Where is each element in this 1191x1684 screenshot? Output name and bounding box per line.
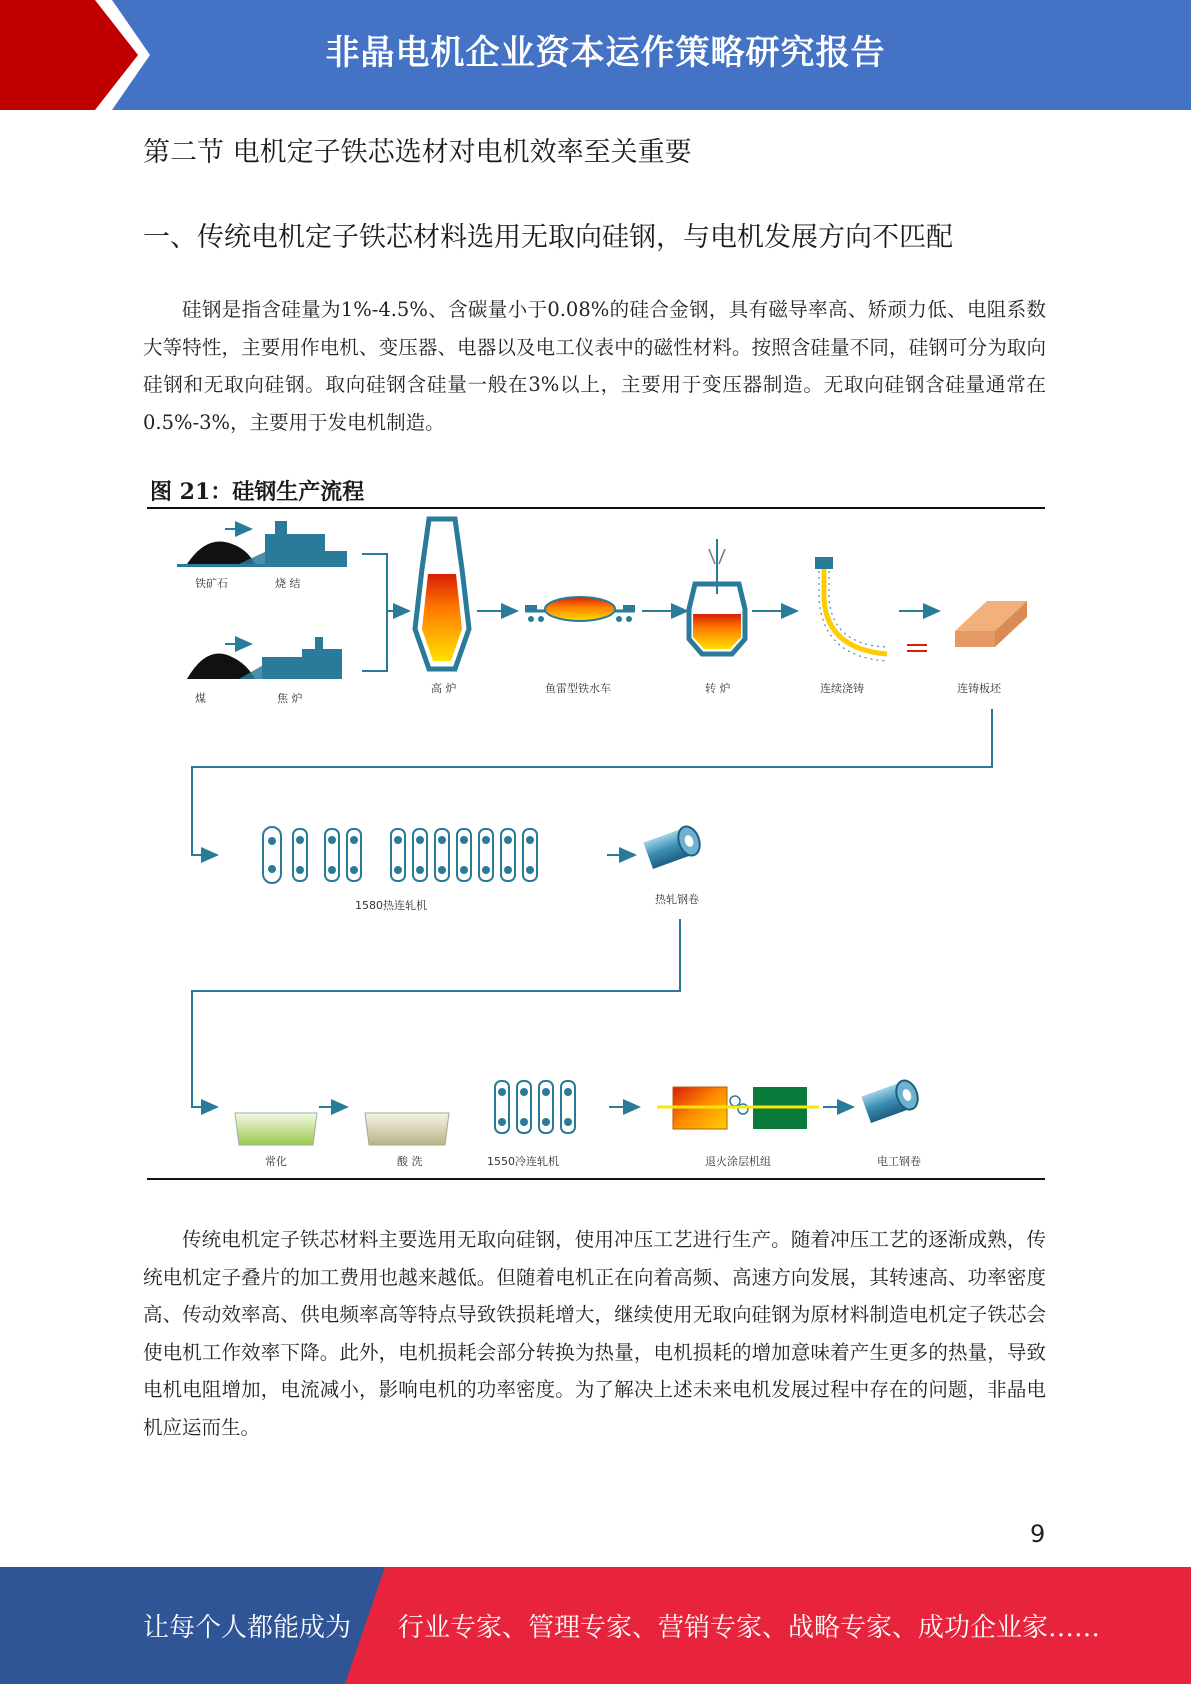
- figure-caption: 图 21：硅钢生产流程: [150, 479, 365, 505]
- label-electrical-coil: 电工钢卷: [877, 1155, 921, 1168]
- page-number: 9: [1030, 1520, 1046, 1548]
- coal-coke-group: [187, 637, 342, 705]
- cast-slab-icon: [955, 601, 1027, 695]
- hot-coil-icon: [643, 823, 703, 906]
- label-hot-coil: 热轧钢卷: [655, 893, 699, 906]
- label-cold-mill: 1550冷连轧机: [487, 1155, 559, 1168]
- label-blast-furnace: 高 炉: [431, 682, 457, 695]
- subsection-title: 一、传统电机定子铁芯材料选用无取向硅钢，与电机发展方向不匹配: [143, 222, 953, 253]
- footer-slogan-left: 让每个人都能成为: [143, 1613, 352, 1643]
- silicon-steel-process-diagram: [147, 509, 1045, 1178]
- iron-ore-sinter-group: [177, 521, 347, 590]
- report-title: 非晶电机企业资本运作策略研究报告: [325, 33, 886, 73]
- electrical-steel-coil-icon: [861, 1077, 921, 1168]
- paragraph-traditional-stator: 传统电机定子铁芯材料主要选用无取向硅钢，使用冲压工艺进行生产。随着冲压工艺的逐渐成熟，传统电机定子叠片的加工费用也越来越低。但随着电机正在向着高频、高速方向发展，其转速高、功率密度高、传动效率高、供电频率高等特点导致铁损耗增大，继续使用无取向硅钢为原材料制造电机定子铁芯会使电机工作效率下降。此外，电机损耗会部分转换为热量，电机损耗的增加意味着产生更多的热量，导致电机电阻增加，电流减小，影响电机的功率密度。为了解决上述未来电机发展过程中存在的问题，非晶电机应运而生。: [143, 1228, 1046, 1439]
- hot-strip-mill-icon: [227, 827, 590, 912]
- continuous-casting-icon: [815, 557, 927, 695]
- label-normalizing: 常化: [265, 1155, 287, 1168]
- label-torpedo-car: 鱼雷型铁水车: [545, 682, 611, 695]
- label-coke-oven: 焦 炉: [277, 692, 303, 705]
- label-hot-mill: 1580热连轧机: [355, 899, 427, 912]
- pickling-icon: [355, 1107, 457, 1168]
- label-converter: 转 炉: [705, 682, 731, 695]
- converter-icon: [689, 539, 745, 695]
- footer-slogan-right: 行业专家、管理专家、营销专家、战略专家、成功企业家……: [398, 1613, 1101, 1643]
- page-header: [0, 0, 1191, 110]
- label-iron-ore: 铁矿石: [195, 577, 228, 590]
- cold-mill-icon: [457, 1081, 607, 1168]
- page-footer: [0, 1567, 1191, 1684]
- figure-bottom-rule: [147, 1178, 1045, 1180]
- paragraph-silicon-steel: 硅钢是指含硅量为1%-4.5%、含碳量小于0.08%的硅合金钢，具有磁导率高、矫顽力低、电阻系数大等特性，主要用作电机、变压器、电器以及电工仪表中的磁性材料。按照含硅量不同，硅钢可分为取向硅钢和无取向硅钢。取向硅钢含硅量一般在3%以上，主要用于变压器制造。无取向硅钢含硅量通常在0.5%-3%，主要用于发电机制造。: [143, 298, 1046, 434]
- blast-furnace-icon: [415, 519, 469, 695]
- label-cast-slab: 连铸板坯: [957, 682, 1001, 695]
- annealing-coating-icon: [657, 1087, 819, 1168]
- normalizing-icon: [225, 1107, 317, 1168]
- torpedo-car-icon: [525, 597, 635, 695]
- label-sintering: 烧 结: [275, 577, 301, 590]
- label-coal: 煤: [195, 692, 206, 705]
- section-title: 第二节 电机定子铁芯选材对电机效率至关重要: [143, 137, 692, 168]
- label-pickling: 酸 洗: [397, 1155, 423, 1168]
- label-annealing-coating: 退火涂层机组: [705, 1155, 771, 1168]
- label-continuous-casting: 连续浇铸: [820, 682, 864, 695]
